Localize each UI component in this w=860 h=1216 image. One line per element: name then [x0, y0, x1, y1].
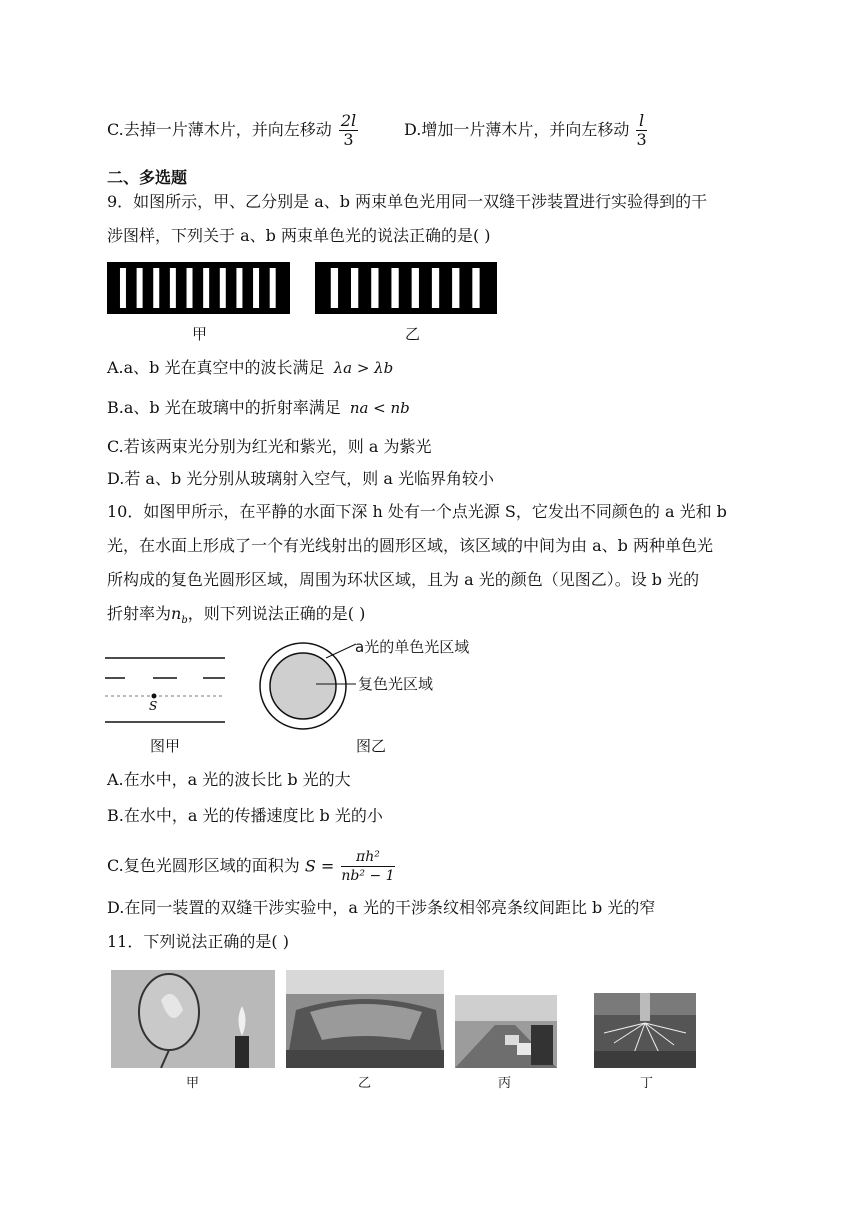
- fringe-background: [315, 262, 497, 314]
- bright-fringe: [351, 268, 358, 308]
- q8-option-c: [107, 112, 360, 149]
- q9-option-a: [107, 358, 393, 378]
- point-source-label: S: [149, 699, 158, 713]
- center-label: 复色光区域: [358, 675, 434, 693]
- photo-caption-ding: 丁: [640, 1076, 654, 1091]
- photo-bing-road: [455, 995, 557, 1068]
- bright-fringe: [253, 268, 259, 308]
- q10-option-c-fraction: [341, 848, 394, 885]
- q8-option-d-fraction: [636, 112, 646, 149]
- photo-ding-laser: [594, 993, 696, 1068]
- bright-fringe: [170, 268, 176, 308]
- photo-bing-illustration: [455, 995, 557, 1068]
- fraction-numerator: 2l: [340, 111, 357, 130]
- q9-stem-line2: 涉图样，下列关于 a、b 两束单色光的说法正确的是( ): [107, 226, 491, 245]
- pattern-yi: [315, 262, 497, 314]
- q10-caption-jia: 图甲: [150, 737, 181, 755]
- q10-stem-line4-start: 折射率为: [107, 604, 172, 623]
- q10-option-c: [107, 848, 397, 885]
- bright-fringe: [137, 268, 143, 308]
- composite-region-circle: [270, 653, 336, 719]
- q9-stem-line1: 9．如图所示，甲、乙分别是 a、b 两束单色光用同一双缝干涉装置进行实验得到的干: [107, 192, 708, 211]
- fraction-numerator: πh²: [341, 848, 394, 867]
- q10-caption-yi: 图乙: [356, 737, 387, 755]
- q9-option-b: [107, 398, 410, 418]
- ring-label: a光的单色光区域: [355, 638, 470, 656]
- q10-nb-symbol: $n_b$: [171, 604, 188, 627]
- fraction-numerator: l: [636, 112, 646, 131]
- photo-ding-illustration: [594, 993, 696, 1068]
- point-source-dot: [152, 694, 157, 699]
- fraction-denominator: 3: [343, 130, 354, 149]
- q9-option-a-formula: λa > λb: [333, 359, 394, 377]
- photo-jia-illustration: [111, 970, 275, 1068]
- bright-fringe: [187, 268, 193, 308]
- bright-fringe: [452, 268, 459, 308]
- q8-option-d-text: D.增加一片薄木片，并向左移动: [404, 120, 630, 139]
- q9-option-d: D.若 a、b 光分别从玻璃射入空气，则 a 光临界角较小: [107, 469, 495, 488]
- q9-option-b-formula: na < nb: [349, 399, 410, 417]
- section-heading: 二、多选题: [107, 168, 188, 187]
- q8-option-c-text: C.去掉一片薄木片，并向左移动: [107, 120, 332, 139]
- bright-fringe: [391, 268, 398, 308]
- bright-fringe: [220, 268, 226, 308]
- q9-label-jia: 甲: [192, 325, 208, 343]
- q9-option-c: C.若该两束光分别为红光和紫光，则 a 为紫光: [107, 437, 432, 456]
- photo-jia-soap-film: [111, 970, 275, 1068]
- q10-stem-line2: 光，在水面上形成了一个有光线射出的圆形区域，该区域的中间为由 a、b 两种单色光: [107, 536, 713, 555]
- photo-yi-car: [286, 970, 444, 1068]
- bright-fringe: [270, 268, 276, 308]
- bright-fringe: [153, 268, 159, 308]
- q10-stem-line4: [107, 604, 365, 631]
- bright-fringe: [412, 268, 419, 308]
- pattern-jia: [107, 262, 290, 314]
- q9-label-yi: 乙: [405, 325, 421, 343]
- q9-option-a-text: A.a、b 光在真空中的波长满足: [107, 358, 325, 377]
- photo-caption-yi: 乙: [358, 1076, 372, 1091]
- q10-stem-line1: 10．如图甲所示，在平静的水面下深 h 处有一个点光源 S，它发出不同颜色的 a 光和 b: [107, 502, 727, 521]
- q10-option-b: B.在水中，a 光的传播速度比 b 光的小: [107, 806, 383, 825]
- q9-option-b-text: B.a、b 光在玻璃中的折射率满足: [107, 398, 341, 417]
- q8-option-d: [404, 112, 649, 149]
- q8-option-c-fraction: [339, 112, 358, 149]
- q10-option-c-text: C.复色光圆形区域的面积为: [107, 856, 300, 875]
- bright-fringe: [472, 268, 479, 308]
- q11-stem: 11．下列说法正确的是( ): [107, 932, 289, 951]
- q10-figure-jia: [105, 650, 227, 730]
- fringe-background: [107, 262, 290, 314]
- ring-pointer: [326, 644, 356, 658]
- bright-fringe: [331, 268, 338, 308]
- bright-fringe: [371, 268, 378, 308]
- bright-fringe: [203, 268, 209, 308]
- q10-option-c-lhs: S =: [304, 856, 335, 876]
- bright-fringe: [236, 268, 242, 308]
- bright-fringe: [432, 268, 439, 308]
- photo-caption-jia: 甲: [186, 1076, 200, 1091]
- q9-interference-patterns: [107, 262, 497, 314]
- fraction-denominator: nb² − 1: [341, 868, 395, 884]
- q10-option-a: A.在水中，a 光的波长比 b 光的大: [107, 770, 351, 789]
- photo-caption-bing: 丙: [498, 1076, 512, 1091]
- q10-stem-line3: 所构成的复色光圆形区域，周围为环状区域，且为 a 光的颜色（见图乙）。设 b 光的: [107, 570, 700, 589]
- photo-yi-illustration: [286, 970, 444, 1068]
- q10-option-d: D.在同一装置的双缝干涉实验中，a 光的干涉条纹相邻亮条纹间距比 b 光的窄: [107, 898, 656, 917]
- fraction-denominator: 3: [636, 130, 647, 149]
- q10-stem-line4-end: ，则下列说法正确的是( ): [187, 604, 366, 623]
- bright-fringe: [120, 268, 126, 308]
